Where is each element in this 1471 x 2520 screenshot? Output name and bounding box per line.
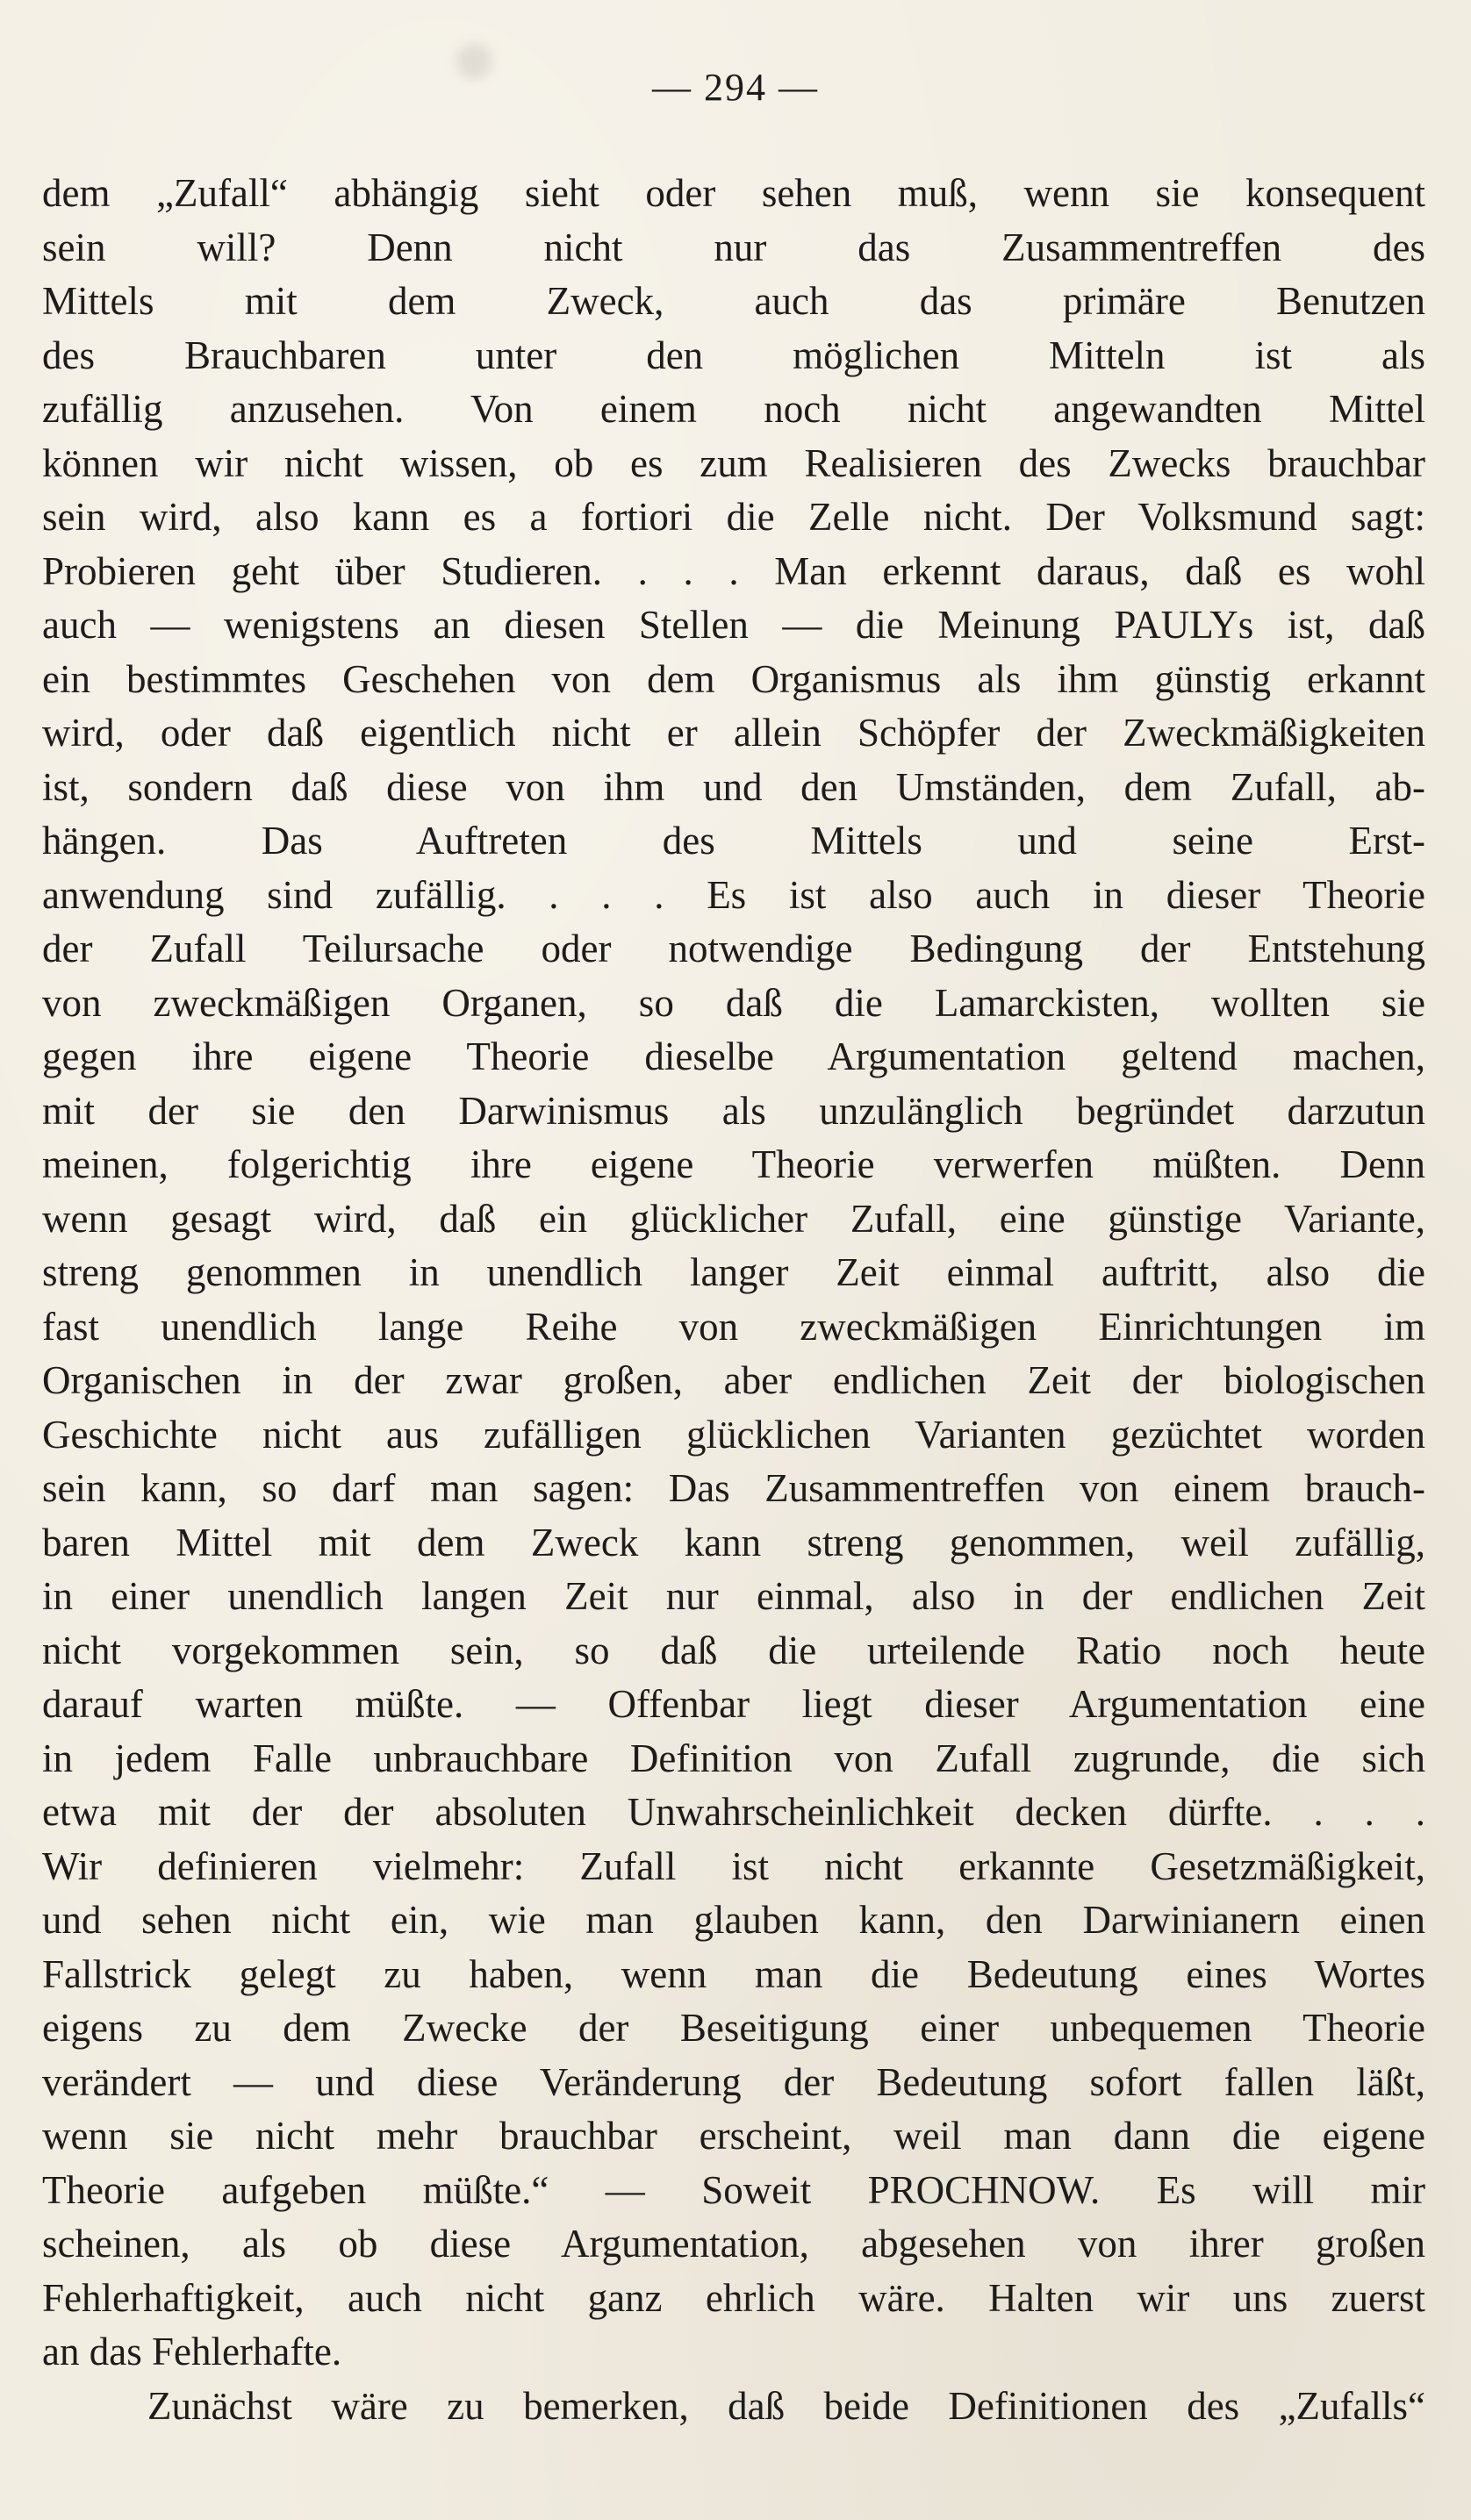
text-line: meinen, folgerichtig ihre eigene Theorie verwerfen müßten. Denn [42, 1142, 1425, 1186]
text-line: Fehlerhaftigkeit, auch nicht ganz ehrlich wäre. Halten wir uns zuerst [42, 2275, 1425, 2320]
text-line: fast unendlich lange Reihe von zweckmäßigen Einrichtungen im [42, 1304, 1425, 1349]
text-line: mit der sie den Darwinismus als unzulänglich begründet darzutun [42, 1088, 1425, 1133]
text-line: der Zufall Teilursache oder notwendige Bedingung der Entstehung [42, 927, 1425, 970]
text-line: Fallstrick gelegt zu haben, wenn man die Bedeutung eines Wortes [42, 1951, 1425, 1996]
text-line: wird, oder daß eigentlich nicht er allein Schöpfer der Zweckmäßigkeiten [42, 711, 1425, 755]
text-line: Organischen in der zwar großen, aber endlichen Zeit der biologischen [42, 1358, 1425, 1402]
text-line: Wir definieren vielmehr: Zufall ist nicht erkannte Gesetzmäßigkeit, [42, 1843, 1425, 1888]
text-line: auch — wenigstens an diesen Stellen — die Meinung PAULYs ist, daß [42, 603, 1425, 647]
text-line: und sehen nicht ein, wie man glauben kann, den Darwinianern einen [42, 1898, 1425, 1942]
text-line: Mittels mit dem Zweck, auch das primäre Benutzen [42, 279, 1425, 323]
text-line: zufällig anzusehen. Von einem noch nicht angewandten Mittel [42, 387, 1425, 431]
text-line: ist, sondern daß diese von ihm und den Umständen, dem Zufall, ab- [42, 764, 1425, 809]
text-line: scheinen, als ob diese Argumentation, abgesehen von ihrer großen [42, 2222, 1425, 2266]
text-line: sein will? Denn nicht nur das Zusammentreffen des [42, 225, 1425, 269]
text-line: Probieren geht über Studieren. . . . Man erkennt daraus, daß es wohl [42, 548, 1425, 593]
text-line: sein wird, also kann es a fortiori die Zelle nicht. Der Volksmund sagt: [42, 495, 1425, 539]
text-line: baren Mittel mit dem Zweck kann streng genommen, weil zufällig, [42, 1520, 1425, 1564]
text-line: können wir nicht wissen, ob es zum Realisieren des Zwecks brauchbar [42, 440, 1425, 485]
text-line: hängen. Das Auftreten des Mittels und seine Erst- [42, 819, 1425, 863]
text-line: wenn gesagt wird, daß ein glücklicher Zufall, eine günstige Variante, [42, 1196, 1425, 1241]
text-line: wenn sie nicht mehr brauchbar erscheint, weil man dann die eigene [42, 2114, 1425, 2158]
text-line: Theorie aufgeben müßte.“ — Soweit PROCHNOW. Es will mir [42, 2167, 1425, 2212]
text-line: dem „Zufall“ abhängig sieht oder sehen muß, wenn sie konsequent [42, 171, 1425, 215]
text-line: sein kann, so darf man sagen: Das Zusammentreffen von einem brauch- [42, 1466, 1425, 1510]
page-number: — 294 — [652, 66, 819, 109]
text-line: des Brauchbaren unter den möglichen Mitteln ist als [42, 333, 1425, 377]
text-line: gegen ihre eigene Theorie dieselbe Argumentation geltend machen, [42, 1034, 1425, 1078]
text-line: darauf warten müßte. — Offenbar liegt dieser Argumentation eine [42, 1682, 1425, 1726]
text-line: verändert — und diese Veränderung der Bedeutung sofort fallen läßt, [42, 2059, 1425, 2104]
text-line: von zweckmäßigen Organen, so daß die Lamarckisten, wollten sie [42, 980, 1425, 1025]
text-line: Geschichte nicht aus zufälligen glücklichen Varianten gezüchtet worden [42, 1412, 1425, 1457]
paragraph-start-line: Zunächst wäre zu bemerken, daß beide Definitionen des „Zufalls“ [147, 2383, 1425, 2428]
text-line: eigens zu dem Zwecke der Beseitigung einer unbequemen Theorie [42, 2006, 1425, 2050]
text-line: nicht vorgekommen sein, so daß die urteilende Ratio noch heute [42, 1628, 1425, 1672]
text-line: in einer unendlich langen Zeit nur einmal, also in der endlichen Zeit [42, 1574, 1425, 1618]
text-line: in jedem Falle unbrauchbare Definition von Zufall zugrunde, die sich [42, 1736, 1425, 1780]
text-line: anwendung sind zufällig. . . . Es ist also auch in dieser Theorie [42, 872, 1425, 917]
text-line: streng genommen in unendlich langer Zeit einmal auftritt, also die [42, 1250, 1425, 1294]
text-line: etwa mit der der absoluten Unwahrscheinlichkeit decken dürfte. . . . [42, 1790, 1425, 1834]
paragraph-end-line: an das Fehlerhafte. [42, 2330, 342, 2373]
body-text [42, 167, 1425, 2433]
text-line: ein bestimmtes Geschehen von dem Organismus als ihm günstig erkannt [42, 656, 1425, 701]
